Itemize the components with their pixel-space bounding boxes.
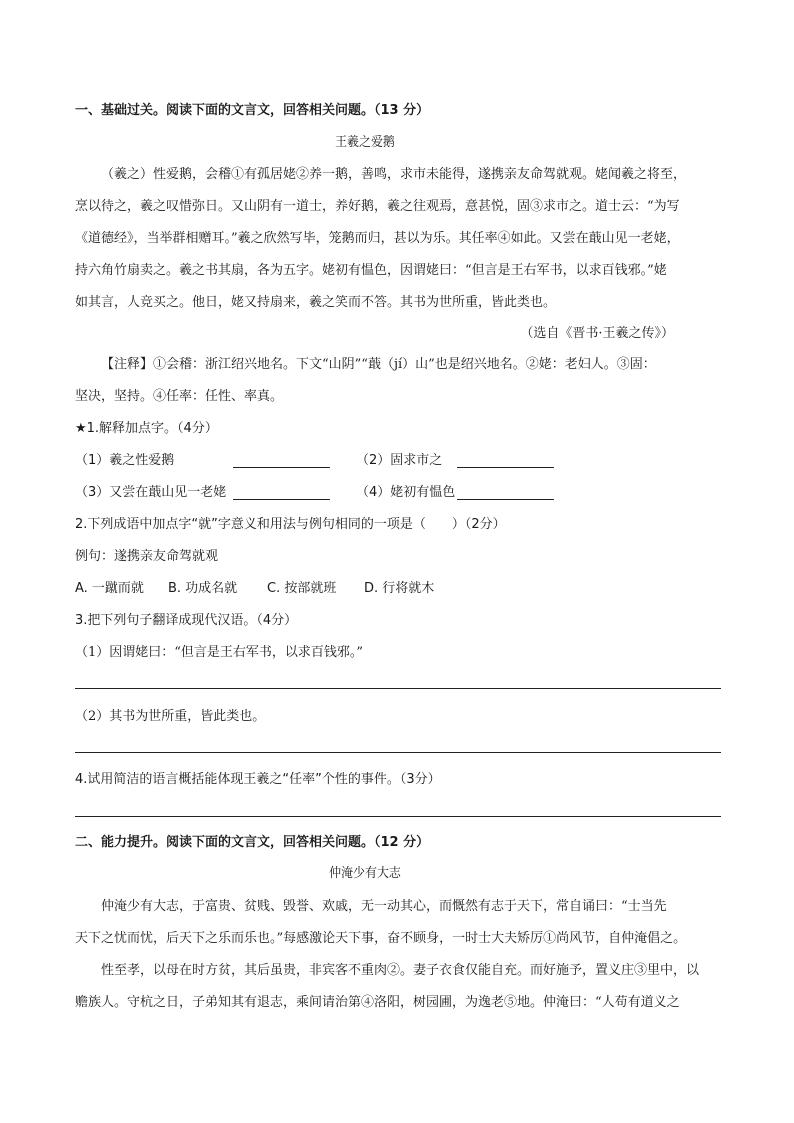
part1-passage-line-2: 烹以待之，羲之叹惜弥日。又山阴有一道士，养好鹅，羲之往观焉，意甚悦，固③求市之。道士云：“为写 [75, 199, 680, 214]
part1-passage-line-3: 《道德经》，当举群相赠耳。”羲之欣然写毕，笼鹅而归，甚以为乐。其任率④如此。又尝在蕺山见一老姥， [75, 231, 680, 246]
q2-option-a[interactable]: A. 一蹴而就 [75, 581, 144, 596]
part1-notes-line-2: 坚决，坚持。④任率：任性、率真。 [75, 389, 284, 404]
q1-item-4: （4）姥初有愠色 [356, 485, 456, 500]
part1-passage-line-5: 如其言，人竞买之。他日，姥又持扇来，羲之笑而不答。其书为世所重，皆此类也。 [75, 295, 557, 310]
q3-answer-line-1[interactable] [75, 688, 721, 689]
part2-heading: 二、能力提升。阅读下面的文言文，回答相关问题。（12 分） [75, 835, 430, 850]
q1-answer-blank-4[interactable] [457, 499, 554, 500]
part2-passage-line-2: 天下之忧而忧，后天下之乐而乐也。”每感激论天下事，奋不顾身，一时士大夫矫厉①尚风节，自仲淹倡之。 [75, 931, 687, 946]
q2-option-b[interactable]: B. 功成名就 [168, 581, 238, 596]
q2-title: 2.下列成语中加点字“就”字意义和用法与例句相同的一项是（ ）（2分） [75, 517, 506, 532]
part1-notes-line-1: 【注释】①会稽：浙江绍兴地名。下文“山阴”“蕺（jí）山”也是绍兴地名。②姥：老妇人。③固： [101, 357, 656, 372]
q3-answer-line-2[interactable] [75, 752, 721, 753]
q3-item-1: （1）因谓姥曰：“但言是王右军书，以求百钱邪。” [75, 645, 364, 660]
q3-item-2: （2）其书为世所重，皆此类也。 [75, 709, 266, 724]
part2-title: 仲淹少有大志 [329, 866, 401, 881]
q3-title: 3.把下列句子翻译成现代汉语。（4分） [75, 613, 298, 628]
part2-passage-line-3: 性至孝，以母在时方贫，其后虽贵，非宾客不重肉②。妻子衣食仅能自充。而好施予，置义庄③里中，以 [101, 963, 700, 978]
q1-title: ★1.解释加点字。（4分） [75, 421, 218, 436]
part1-passage-line-1: （羲之）性爱鹅，会稽①有孤居姥②养一鹅，善鸣，求市未能得，遂携亲友命驾就观。姥闻羲之将至， [101, 167, 687, 182]
q2-option-d[interactable]: D. 行将就木 [364, 581, 435, 596]
part1-passage-line-4: 持六角竹扇卖之。羲之书其扇，各为五字。姥初有愠色，因谓姥曰：“但言是王右军书，以求百钱邪。”姥 [75, 263, 667, 278]
q2-option-c[interactable]: C. 按部就班 [267, 581, 337, 596]
part1-source: （选自《晋书·王羲之传》） [520, 326, 674, 341]
q1-answer-blank-3[interactable] [233, 499, 330, 500]
q2-example: 例句：遂携亲友命驾就观 [75, 549, 219, 564]
part1-heading: 一、基础过关。阅读下面的文言文，回答相关问题。（13 分） [75, 103, 430, 118]
q1-item-2: （2）固求市之 [356, 453, 443, 468]
q1-item-3: （3）又尝在蕺山见一老姥 [75, 485, 227, 500]
part2-passage-line-4: 赡族人。守杭之日，子弟知其有退志，乘间请治第④洛阳，树园圃，为逸老⑤地。仲淹曰：“人苟有道义之 [75, 995, 680, 1010]
q1-answer-blank-2[interactable] [457, 467, 554, 468]
part2-passage-line-1: 仲淹少有大志，于富贵、贫贱、毁誉、欢戚，无一动其心，而慨然有志于天下，常自诵曰：“士当先 [101, 899, 667, 914]
q1-answer-blank-1[interactable] [233, 467, 330, 468]
q1-item-1: （1）羲之性爱鹅 [75, 453, 175, 468]
part1-title: 王羲之爱鹅 [335, 135, 395, 150]
q4-title: 4.试用简洁的语言概括能体现王羲之“任率”个性的事件。（3分） [75, 772, 441, 787]
q4-answer-line[interactable] [75, 816, 721, 817]
